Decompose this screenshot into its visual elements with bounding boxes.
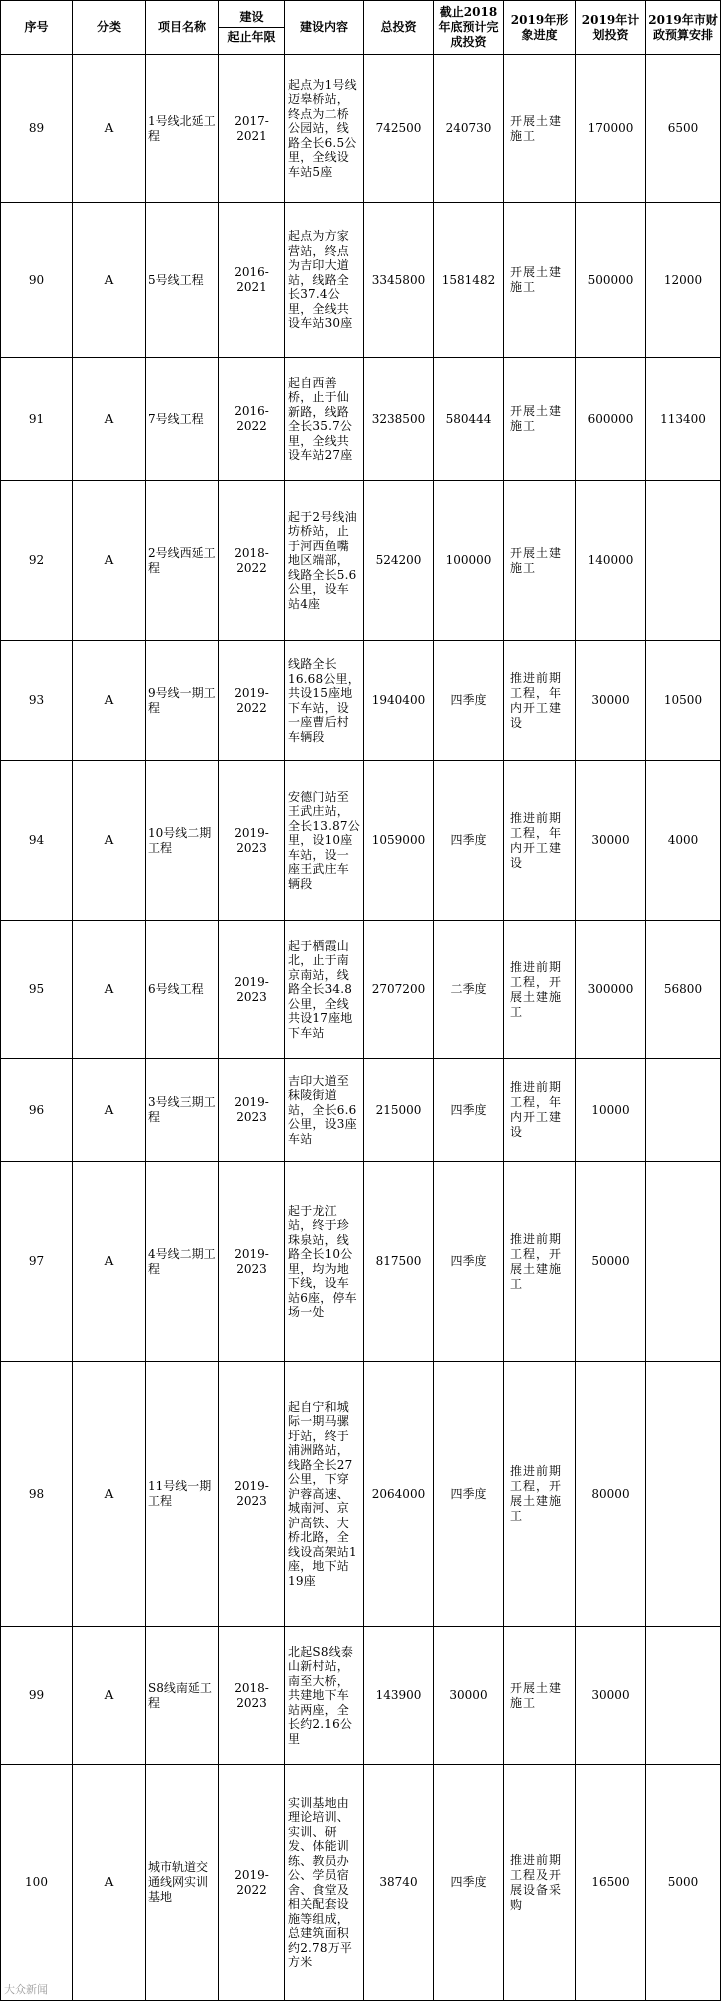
cell-progress: 开展土建施工 [504,55,576,203]
cell-name: S8线南延工程 [146,1627,219,1765]
cell-name: 7号线工程 [146,358,219,481]
cell-content: 安德门站至王武庄站，全长13.87公里，设10座车站，设一座王武庄车辆段 [285,761,364,921]
header-row [1,1,721,55]
cell-plan: 80000 [576,1362,646,1627]
cell-name: 11号线一期工程 [146,1362,219,1627]
cell-name: 6号线工程 [146,921,219,1059]
cell-name: 10号线二期工程 [146,761,219,921]
cell-budget [646,481,721,641]
cell-by2018: 四季度 [434,641,504,761]
cell-plan: 300000 [576,921,646,1059]
cell-content: 起自西善桥，止于仙新路，线路全长35.7公里，全线共设车站27座 [285,358,364,481]
cell-plan: 500000 [576,203,646,358]
cell-plan: 600000 [576,358,646,481]
cell-plan: 30000 [576,1627,646,1765]
cell-content: 起于栖霞山北，止于南京南站，线路全长34.8公里，全线共设17座地下车站 [285,921,364,1059]
cell-total: 3238500 [364,358,434,481]
header-period-bottom: 起止年限 [219,27,284,45]
cell-progress: 开展土建施工 [504,481,576,641]
table-row [1,641,721,761]
cell-name: 城市轨道交通线网实训基地 [146,1765,219,2001]
cell-budget: 6500 [646,55,721,203]
table-row [1,55,721,203]
cell-by2018: 580444 [434,358,504,481]
cell-content: 线路全长16.68公里，共设15座地下车站，设一座曹后村车辆段 [285,641,364,761]
cell-seq: 97 [1,1162,73,1362]
cell-by2018: 四季度 [434,1162,504,1362]
cell-budget: 12000 [646,203,721,358]
cell-seq: 92 [1,481,73,641]
cell-seq: 95 [1,921,73,1059]
cell-category: A [73,55,146,203]
cell-progress: 开展土建施工 [504,1627,576,1765]
cell-period: 2016-2021 [219,203,285,358]
cell-content: 起自宁和城际一期马骡圩站，终于浦洲路站，线路全长27公里，下穿沪蓉高速、城南河、京沪高铁、大桥北路，全线设高架站1座，地下站19座 [285,1362,364,1627]
cell-period: 2018-2023 [219,1627,285,1765]
cell-category: A [73,1059,146,1162]
cell-budget: 4000 [646,761,721,921]
cell-name: 5号线工程 [146,203,219,358]
cell-budget: 56800 [646,921,721,1059]
cell-content: 起于龙江站，终于珍珠泉站，线路全长10公里，均为地下线，设车站6座，停车场一处 [285,1162,364,1362]
cell-plan: 170000 [576,55,646,203]
cell-plan: 50000 [576,1162,646,1362]
cell-total: 215000 [364,1059,434,1162]
cell-category: A [73,358,146,481]
table-row [1,1362,721,1627]
cell-seq: 90 [1,203,73,358]
cell-total: 2064000 [364,1362,434,1627]
cell-period: 2019-2022 [219,641,285,761]
cell-seq: 96 [1,1059,73,1162]
table-row [1,1059,721,1162]
cell-category: A [73,203,146,358]
cell-budget [646,1627,721,1765]
cell-content: 吉印大道至秣陵街道站，全长6.6公里，设3座车站 [285,1059,364,1162]
cell-seq: 99 [1,1627,73,1765]
cell-total: 3345800 [364,203,434,358]
table-row [1,1765,721,2001]
header-total: 总投资 [364,1,434,55]
cell-by2018: 四季度 [434,1059,504,1162]
cell-period: 2019-2023 [219,1362,285,1627]
cell-budget [646,1362,721,1627]
cell-total: 742500 [364,55,434,203]
cell-budget: 113400 [646,358,721,481]
header-period-top: 建设 [239,10,264,24]
table-row [1,203,721,358]
cell-total: 524200 [364,481,434,641]
table-row [1,481,721,641]
header-by2018: 截止2018年底预计完成投资 [434,1,504,55]
cell-content: 起点为方家营站，终点为吉印大道站，线路全长37.4公里，全线共设车站30座 [285,203,364,358]
cell-plan: 140000 [576,481,646,641]
cell-name: 4号线二期工程 [146,1162,219,1362]
table-row [1,358,721,481]
cell-seq: 93 [1,641,73,761]
cell-progress: 推进前期工程，开展土建施工 [504,1162,576,1362]
cell-seq: 89 [1,55,73,203]
cell-by2018: 四季度 [434,1765,504,2001]
watermark-logo: 大众新闻 [4,1983,48,1996]
cell-total: 38740 [364,1765,434,2001]
cell-category: A [73,761,146,921]
cell-progress: 推进前期工程，年内开工建设 [504,641,576,761]
cell-progress: 开展土建施工 [504,358,576,481]
cell-name: 2号线西延工程 [146,481,219,641]
cell-plan: 10000 [576,1059,646,1162]
cell-period: 2019-2023 [219,761,285,921]
cell-period: 2019-2023 [219,1162,285,1362]
cell-period: 2018-2022 [219,481,285,641]
cell-category: A [73,1627,146,1765]
cell-budget [646,1059,721,1162]
cell-by2018: 四季度 [434,761,504,921]
cell-category: A [73,1162,146,1362]
cell-progress: 推进前期工程及开展设备采购 [504,1765,576,2001]
cell-seq: 94 [1,761,73,921]
header-budget: 2019年市财政预算安排 [646,1,721,55]
table-row [1,921,721,1059]
cell-progress: 推进前期工程，年内开工建设 [504,761,576,921]
cell-by2018: 二季度 [434,921,504,1059]
header-content: 建设内容 [285,1,364,55]
header-category: 分类 [73,1,146,55]
cell-total: 817500 [364,1162,434,1362]
cell-category: A [73,1765,146,2001]
cell-plan: 30000 [576,641,646,761]
table-row [1,1627,721,1765]
cell-period: 2019-2023 [219,921,285,1059]
header-seq: 序号 [1,1,73,55]
cell-seq: 91 [1,358,73,481]
cell-total: 143900 [364,1627,434,1765]
cell-plan: 16500 [576,1765,646,2001]
cell-progress: 推进前期工程，开展土建施工 [504,1362,576,1627]
cell-content: 北起S8线泰山新村站，南至大桥，共建地下车站两座，全长约2.16公里 [285,1627,364,1765]
cell-name: 1号线北延工程 [146,55,219,203]
cell-period: 2017-2021 [219,55,285,203]
cell-period: 2016-2022 [219,358,285,481]
cell-progress: 推进前期工程，年内开工建设 [504,1059,576,1162]
cell-progress: 开展土建施工 [504,203,576,358]
table-row [1,1162,721,1362]
cell-budget [646,1162,721,1362]
cell-category: A [73,1362,146,1627]
cell-budget: 10500 [646,641,721,761]
cell-content: 起点为1号线迈皋桥站，终点为二桥公园站，线路全长6.5公里，全线设车站5座 [285,55,364,203]
cell-content: 实训基地由理论培训、实训、研发、体能训练、教员办公、学员宿舍、食堂及相关配套设施等组成，总建筑面积约2.78万平方米 [285,1765,364,2001]
cell-by2018: 30000 [434,1627,504,1765]
cell-total: 1059000 [364,761,434,921]
cell-total: 2707200 [364,921,434,1059]
cell-period: 2019-2022 [219,1765,285,2001]
cell-plan: 30000 [576,761,646,921]
cell-by2018: 240730 [434,55,504,203]
cell-name: 3号线三期工程 [146,1059,219,1162]
cell-progress: 推进前期工程，开展土建施工 [504,921,576,1059]
cell-period: 2019-2023 [219,1059,285,1162]
header-plan: 2019年计划投资 [576,1,646,55]
table-row [1,761,721,921]
cell-category: A [73,481,146,641]
cell-by2018: 1581482 [434,203,504,358]
cell-seq: 98 [1,1362,73,1627]
cell-content: 起于2号线油坊桥站，止于河西鱼嘴地区端部，线路全长5.6公里，设车站4座 [285,481,364,641]
cell-by2018: 100000 [434,481,504,641]
cell-budget: 5000 [646,1765,721,2001]
cell-category: A [73,641,146,761]
cell-seq: 100 [1,1765,73,2001]
cell-name: 9号线一期工程 [146,641,219,761]
header-progress: 2019年形象进度 [504,1,576,55]
cell-by2018: 四季度 [434,1362,504,1627]
header-name: 项目名称 [146,1,219,55]
cell-total: 1940400 [364,641,434,761]
header-period [219,1,285,55]
cell-category: A [73,921,146,1059]
